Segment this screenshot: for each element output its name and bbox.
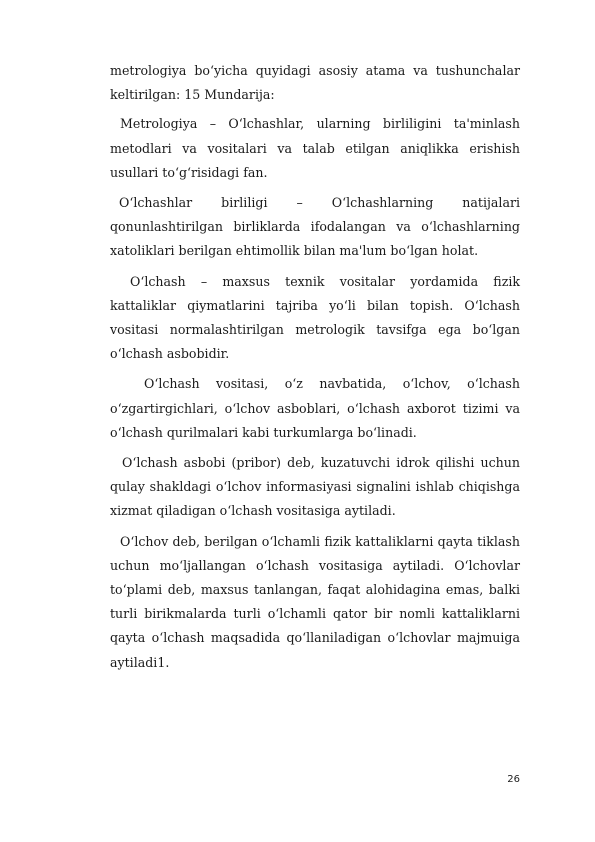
paragraph-olchashlar-birliligi: O‘lchashlar birliligi – O‘lchashlarning natijalari qonunlashtirilgan birliklarda ifodalangan va o‘lchashlarning xatoliklari berilgan ehtimollik bilan ma'lum bo‘lgan holat.	[110, 195, 520, 259]
page-number: 26	[507, 774, 520, 785]
paragraph-olchash-asbobi: O‘lchash asbobi (pribor) deb, kuzatuvchi idrok qilishi uchun qulay shakldagi o‘lchov informasiyasi signalini ishlab chiqishga xizmat qiladigan o‘lchash vositasiga aytiladi.	[110, 455, 520, 519]
paragraph-metrologiya: Metrologiya – O‘lchashlar, ularning birliligini ta'minlash metodlari va vositalari va talab etilgan aniqlikka erishish usullari to‘g‘risidagi fan.	[110, 116, 520, 180]
document-body	[110, 59, 520, 681]
paragraph-olchash-vositasi: O‘lchash vositasi, o‘z navbatida, o‘lchov, o‘lchash o‘zgartirgichlari, o‘lchov asboblari, o‘lchash axborot tizimi va o‘lchash qurilmalari kabi turkumlarga bo‘linadi.	[110, 376, 520, 440]
paragraph-olchash: O‘lchash – maxsus texnik vositalar yordamida fizik kattaliklar qiymatlarini tajriba yo‘li bilan topish. O‘lchash vositasi normalashtirilgan metrologik tavsifga ega bo‘lgan o‘lchash asbobidir.	[110, 273, 520, 362]
paragraph-intro: metrologiya bo‘yicha quyidagi asosiy atama va tushunchalar keltirilgan: 15 Mundarija:	[110, 63, 520, 103]
paragraph-olchov: O‘lchov deb, berilgan o‘lchamli fizik kattaliklarni qayta tiklash uchun mo‘ljallangan o‘lchash vositasiga aytiladi. O‘lchovlar to‘plami deb, maxsus tanlangan, faqat alohidagina emas, balki turli birikmalarda turli o‘lchamli qator bir nomli kattaliklarni qayta o‘lchash maqsadida qo‘llaniladigan o‘lchovlar majmuiga aytiladi1.	[110, 533, 520, 670]
